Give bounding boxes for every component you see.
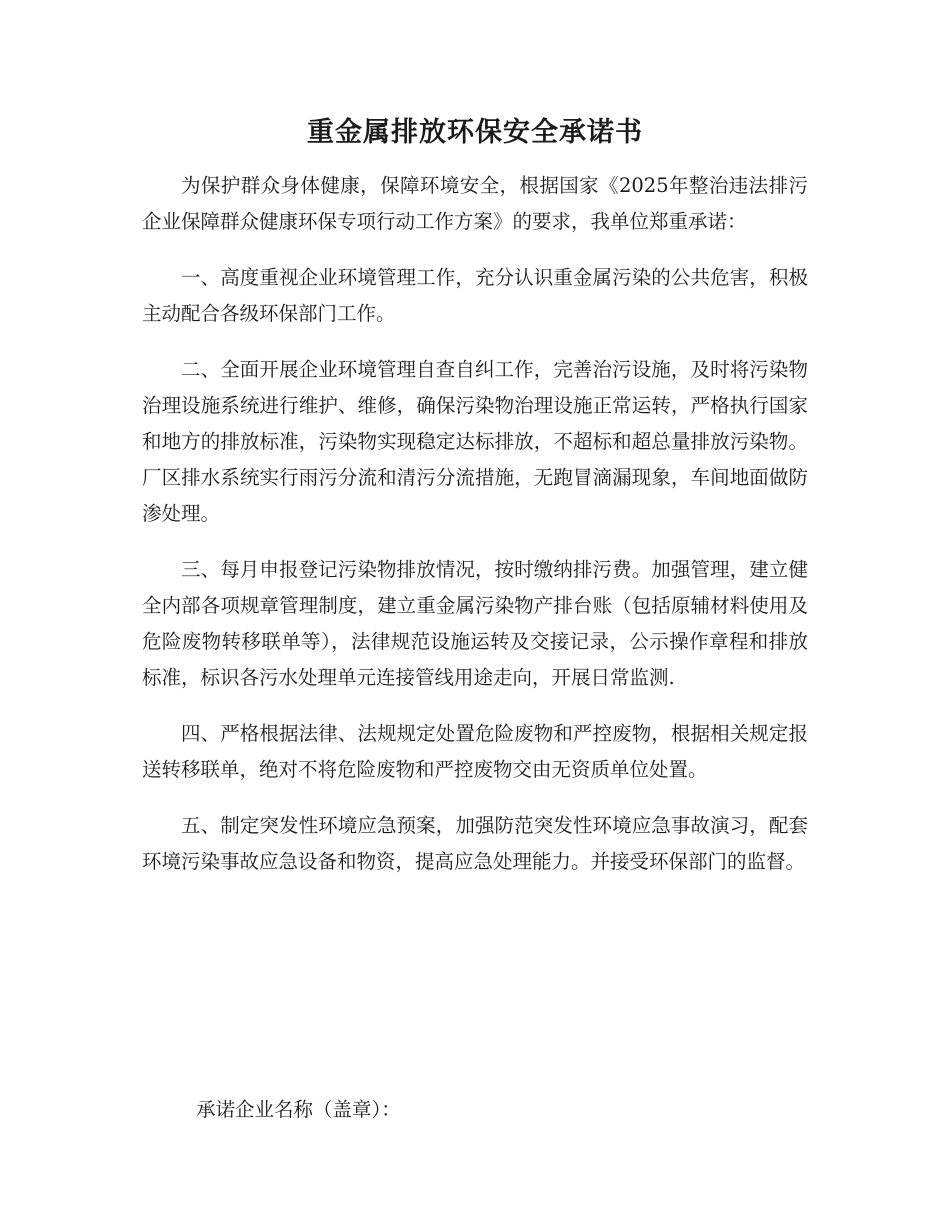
document-title: 重金属排放环保安全承诺书 bbox=[307, 117, 643, 148]
commitment-item-5: 五、制定突发性环境应急预案，加强防范突发性环境应急事故演习，配套环境污染事故应急设备和物资，提高应急处理能力。并接受环保部门的监督。 bbox=[142, 814, 808, 873]
document-body bbox=[142, 168, 808, 880]
intro-paragraph: 为保护群众身体健康，保障环境安全，根据国家《2025年整治违法排污企业保障群众健康环保专项行动工作方案》的要求，我单位郑重承诺： bbox=[142, 174, 808, 233]
commitment-item-3: 三、每月申报登记污染物排放情况，按时缴纳排污费。加强管理，建立健全内部各项规章管理制度，建立重金属污染物产排台账（包括原辅材料使用及危险废物转移联单等），法律规范设施运转及交接记录，公示操作章程和排放标准，标识各污水处理单元连接管线用途走向，开展日常监测. bbox=[142, 558, 808, 689]
commitment-item-2: 二、全面开展企业环境管理自查自纠工作，完善治污设施，及时将污染物治理设施系统进行维护、维修，确保污染物治理设施正常运转，严格执行国家和地方的排放标准，污染物实现稳定达标排放，不超标和超总量排放污染物。厂区排水系统实行雨污分流和清污分流措施，无跑冒滴漏现象，车间地面做防渗处理。 bbox=[142, 358, 808, 525]
commitment-item-4: 四、严格根据法律、法规规定处置危险废物和严控废物，根据相关规定报送转移联单，绝对不将危险废物和严控废物交由无资质单位处置。 bbox=[142, 722, 808, 781]
signature-label: 承诺企业名称（盖章）： bbox=[196, 1098, 401, 1121]
commitment-item-1: 一、高度重视企业环境管理工作，充分认识重金属污染的公共危害，积极主动配合各级环保部门工作。 bbox=[142, 266, 808, 325]
